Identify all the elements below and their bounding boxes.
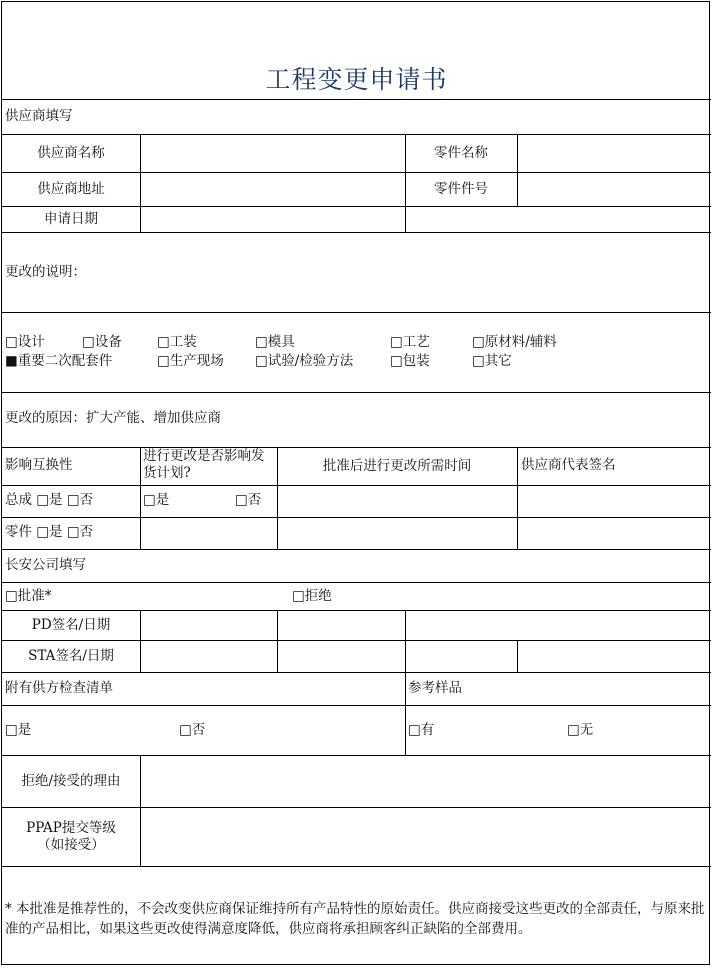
assembly-interchange-checkbox[interactable]: 总成 □是 □否 <box>5 492 94 508</box>
ppap-label-sub: （如接受） <box>37 836 105 853</box>
checkbox-tooling[interactable]: □工装 <box>157 334 197 350</box>
engineering-change-form <box>1 1 710 965</box>
part-number-field[interactable] <box>518 173 710 205</box>
checkbox-raw-material[interactable]: □原材料/辅料 <box>472 334 557 350</box>
divider <box>2 232 711 233</box>
ppap-label <box>2 807 140 866</box>
part-name-field[interactable] <box>518 135 710 171</box>
changan-section-heading: 长安公司填写 <box>5 557 86 573</box>
divider <box>140 447 141 549</box>
divider <box>517 447 518 549</box>
divider <box>405 672 406 755</box>
supplier-address-field[interactable] <box>141 173 404 205</box>
divider <box>2 99 711 100</box>
checklist-yes[interactable]: □是 <box>5 722 32 738</box>
part-number-label: 零件件号 <box>434 180 488 197</box>
reference-sample-label: 参考样品 <box>408 680 462 696</box>
sample-no[interactable]: □无 <box>567 722 594 738</box>
checkbox-equipment[interactable]: □设备 <box>82 334 122 350</box>
ppap-label-text: PPAP提交等级 <box>26 819 116 836</box>
checkbox-other[interactable]: □其它 <box>472 353 512 369</box>
pd-sign-label: PD签名/日期 <box>31 616 111 633</box>
divider <box>2 705 711 706</box>
divider <box>2 866 711 867</box>
divider <box>2 312 711 313</box>
assembly-shipment-yes[interactable]: □是 <box>143 492 170 508</box>
approve-checkbox[interactable]: □批准* <box>5 588 52 604</box>
divider <box>2 485 711 486</box>
approval-footnote: * 本批准是推荐性的，不会改变供应商保证维持所有产品特性的原始责任。供应商接受这些更改的全部责任，与原来批准的产品相比，如果这些更改使得满意度降低，供应商将承担顾客纠正缺陷的全部费用。 <box>5 901 705 937</box>
change-reason: 更改的原因：扩大产能、增加供应商 <box>5 410 221 426</box>
divider <box>2 672 711 673</box>
checkbox-design[interactable]: □设计 <box>5 334 45 350</box>
divider <box>517 640 518 672</box>
apply-date-field[interactable] <box>141 207 404 231</box>
page-title: 工程变更申请书 <box>265 65 448 94</box>
change-time-header: 批准后进行更改所需时间 <box>322 457 472 474</box>
checkbox-process[interactable]: □工艺 <box>390 334 430 350</box>
supplier-rep-sign-header: 供应商代表签名 <box>521 457 616 473</box>
supplier-name-field[interactable] <box>141 135 404 171</box>
divider <box>140 610 141 672</box>
checkbox-mold[interactable]: □模具 <box>255 334 295 350</box>
checklist-no[interactable]: □否 <box>179 722 206 738</box>
apply-date-label: 申请日期 <box>44 210 98 227</box>
shipment-impact-header: 进行更改是否影响发货计划? <box>143 448 265 481</box>
checkbox-key-subcomponent[interactable]: ■重要二次配套件 <box>5 353 113 369</box>
ppap-level-field[interactable] <box>141 808 710 865</box>
divider <box>277 610 278 672</box>
supplier-section-heading: 供应商填写 <box>5 108 73 124</box>
checkbox-production-site[interactable]: □生产现场 <box>157 353 224 369</box>
divider <box>2 582 711 583</box>
sta-sign-label: STA签名/日期 <box>28 647 114 664</box>
change-description-label: 更改的说明： <box>5 264 86 280</box>
sample-yes[interactable]: □有 <box>408 722 435 738</box>
supplier-address-label: 供应商地址 <box>37 180 105 197</box>
checklist-label: 附有供方检查清单 <box>5 680 113 696</box>
divider <box>405 610 406 672</box>
reject-checkbox[interactable]: □拒绝 <box>292 588 332 604</box>
checkbox-test-method[interactable]: □试验/检验方法 <box>255 353 354 369</box>
part-name-label: 零件名称 <box>434 144 488 161</box>
checkbox-packaging[interactable]: □包装 <box>390 353 430 369</box>
reason-field[interactable] <box>141 756 710 806</box>
divider <box>2 392 711 393</box>
divider <box>2 549 711 550</box>
divider <box>2 517 711 518</box>
supplier-name-label: 供应商名称 <box>37 144 105 161</box>
assembly-shipment-no[interactable]: □否 <box>235 492 262 508</box>
part-interchange-checkbox[interactable]: 零件 □是 □否 <box>5 524 94 540</box>
reason-label: 拒绝/接受的理由 <box>21 772 121 789</box>
impact-interchangeability-header: 影响互换性 <box>5 457 73 473</box>
